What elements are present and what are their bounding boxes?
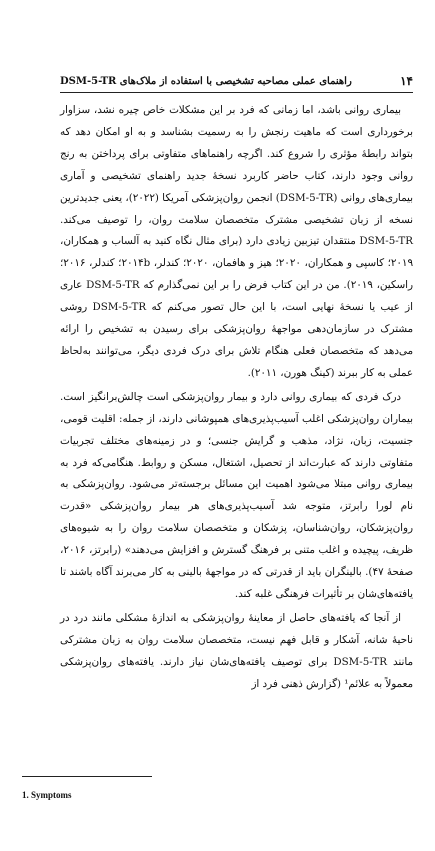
body-text — [60, 100, 413, 695]
footnote-divider — [22, 776, 152, 777]
paragraph-1: بیماری روانی باشد، اما زمانی که فرد بر این مشکلات خاص چیره نشد، سزاوار برخورداری است که ماهیت رنجش را به رسمیت بشناسد و به او امکان دهد که بتواند رابطهٔ مؤثری را شروع کند. اگرچه راهنماهای متفاوتی برای پرداختن به رنج روانی وجود دارند، کتاب حاضر کاربرد نسخهٔ جدید راهنمای تشخیصی و آماری بیماری‌های روانی (DSM-5-TR) انجمن روان‌پزشکی آمریکا (۲۰۲۲)، یعنی جدیدترین نسخه از زبان تشخیصی مشترک متخصصان سلامت روان، را توصیف می‌کند. DSM-5-TR منتقدان تیزبین زیادی دارد (برای مثال نگاه کنید به آلساب و همکاران، ۲۰۱۹؛ کاسپی و همکاران، ۲۰۲۰؛ هیز و هافمان، ۲۰۲۰؛ کندلر، ۲۰۱۴b؛ کندلر، ۲۰۱۶؛ راسکین، ۲۰۱۹). من در این کتاب فرض را بر این نمی‌گذارم که DSM-5-TR عاری از عیب یا نسخهٔ نهایی است، با این حال تصور می‌کنم که DSM-5-TR روشی مشترک در سازمان‌دهی مواجههٔ روان‌پزشکی برای رسیدن به تشخیص را ارائه می‌دهد که متخصصان فعلی هنگام تلاش برای درک فردی دیگر، می‌توانند به‌لحاظ عملی به کار ببرند (کینگ هورن، ۲۰۱۱). — [60, 104, 413, 379]
header-divider — [60, 92, 413, 93]
page-number: ۱۴ — [400, 74, 413, 88]
running-title: راهنمای عملی مصاحبه تشخیصی با استفاده از ملاک‌های DSM-5-TR — [60, 75, 352, 87]
paragraph-2: درک فردی که بیماری روانی دارد و بیمار روان‌پزشکی است چالش‌برانگیز است. بیماران روان‌پزشکی اغلب آسیب‌پذیری‌های همپوشانی دارند، از جمله: اقلیت قومی، جنسیت، زبان، نژاد، مذهب و گرایش جنسی؛ و در زمینه‌های مختلف تجربیات متفاوتی دارند که عبارت‌اند از تحصیل، اشتغال، مسکن و روابط. هنگامی‌که فرد به بیماری روانی مبتلا می‌شود اهمیت این مسائل برجسته‌تر می‌شود. روان‌پزشکی به نام لورا رابرتز، متوجه شد آسیب‌پذیری‌های هر بیمار روان‌پزشکی «قدرت روان‌پزشکان، روان‌شناسان، پزشکان و متخصصان سلامت روان را به شیوه‌های ظریف، پیچیده و اغلب متنی بر فرهنگ گسترش و افزایش می‌دهند» (رابرتز، ۲۰۱۶، صفحهٔ ۴۷). بالینگران باید از قدرتی که در مواجههٔ بالینی به کار می‌برند آگاه باشند تا یافته‌های‌شان بر تأثیرات فرهنگی غلبه کند. — [60, 390, 413, 600]
footnote: 1. Symptoms — [22, 790, 72, 800]
running-header — [60, 72, 413, 90]
paragraph-3: از آنجا که یافته‌های حاصل از معاینهٔ روان‌پزشکی به اندازهٔ مشکلی مانند درد در ناحیهٔ شانه، آشکار و قابل فهم نیست، متخصصان سلامت روان به زبان مشترکی مانند DSM-5-TR برای توصیف یافته‌های‌شان نیاز دارند. یافته‌های روان‌پزشکی معمولاً به علائم¹ (گزارش ذهنی فرد از — [60, 611, 413, 690]
